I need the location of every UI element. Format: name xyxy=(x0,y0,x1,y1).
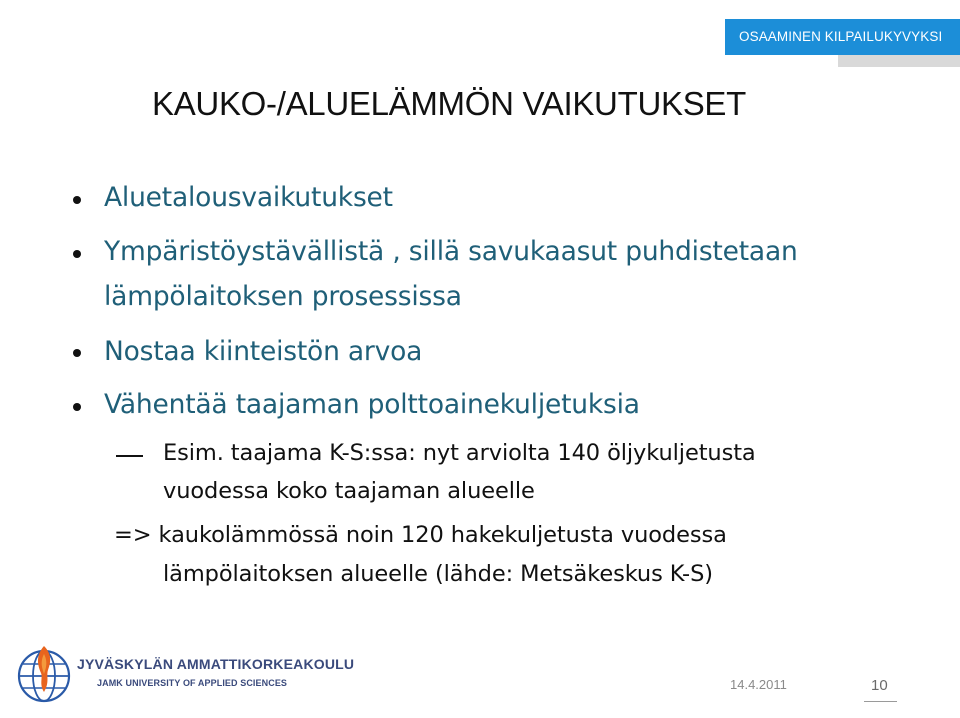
header-banner xyxy=(725,19,960,55)
bullet-text: Vähentää taajaman polttoainekuljetuksia xyxy=(104,389,640,420)
bullet-dot xyxy=(73,403,81,411)
bullet-text-continued: lämpölaitoksen prosessissa xyxy=(104,281,462,312)
page-number-underline xyxy=(864,701,897,702)
bullet-dot xyxy=(73,250,81,258)
slide-title: KAUKO-/ALUELÄMMÖN VAIKUTUKSET xyxy=(152,85,746,122)
banner-shadow xyxy=(838,55,960,67)
sub-bullet-text-continued: vuodessa koko taajaman alueelle xyxy=(163,478,535,504)
arrow-line-continued: lämpölaitoksen alueelle (lähde: Metsäkeskus K-S) xyxy=(163,561,713,587)
bullet-text: Aluetalousvaikutukset xyxy=(104,182,393,213)
arrow-line: => kaukolämmössä noin 120 hakekuljetusta vuodessa xyxy=(114,522,727,548)
bullet-text: Ympäristöystävällistä , sillä savukaasut puhdistetaan xyxy=(104,236,798,267)
logo-name: JYVÄSKYLÄN AMMATTIKORKEAKOULU xyxy=(77,656,355,672)
logo-subtitle: JAMK UNIVERSITY OF APPLIED SCIENCES xyxy=(97,678,288,688)
bullet-text: Nostaa kiinteistön arvoa xyxy=(104,336,423,367)
sub-bullet-text: Esim. taajama K-S:ssa: nyt arviolta 140 öljykuljetusta xyxy=(163,440,756,466)
banner-text: OSAAMINEN KILPAILUKYVYKSI xyxy=(739,29,943,44)
bullet-dot xyxy=(73,349,81,357)
jamk-flame-globe-logo xyxy=(17,640,71,704)
sub-bullet-dash xyxy=(116,455,143,457)
bullet-dot xyxy=(73,196,81,204)
page-number: 10 xyxy=(871,677,888,694)
slide-date: 14.4.2011 xyxy=(730,677,787,692)
